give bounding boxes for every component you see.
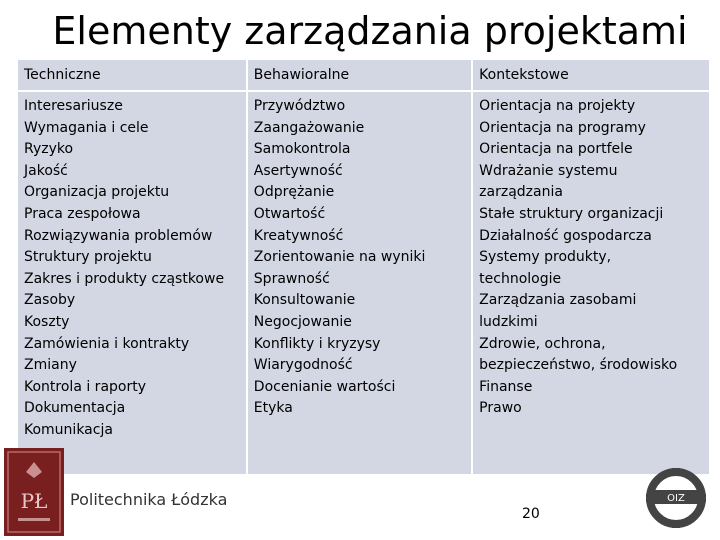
table-cell-item: Systemy produkty, xyxy=(479,249,612,266)
table-cell-item: Etyka xyxy=(253,400,293,417)
column-technical xyxy=(18,92,246,474)
table-cell-item: Wymagania i cele xyxy=(24,119,149,136)
table-cell-item: ludzkimi xyxy=(479,313,538,330)
header-behavioral: Behawioralne xyxy=(246,60,471,92)
table-cell-item: Docenianie wartości xyxy=(253,378,396,395)
table-cell-item: Zamówienia i kontrakty xyxy=(24,335,190,352)
table-cell-item: bezpieczeństwo, środowisko xyxy=(479,357,678,374)
slide-title: Elementy zarządzania projektami xyxy=(52,9,688,53)
table-cell-item: Komunikacja xyxy=(24,421,113,438)
table-cell-item: Stałe struktury organizacji xyxy=(479,205,664,222)
table-cell-item: Wdrażanie systemu xyxy=(479,162,618,179)
table-body-row xyxy=(18,92,709,474)
table-cell-item: Asertywność xyxy=(253,162,343,179)
table-cell-item: Ryzyko xyxy=(24,141,74,158)
table-cell-item: Przywództwo xyxy=(253,98,346,114)
table-cell-item: Orientacja na portfele xyxy=(479,141,633,158)
table-cell-item: technologie xyxy=(479,270,562,287)
table-cell-item: Negocjowanie xyxy=(253,313,352,330)
column-behavioral xyxy=(246,92,471,474)
table-cell-item: Rozwiązywania problemów xyxy=(24,227,213,244)
table-cell-item: Orientacja na programy xyxy=(479,119,646,136)
table-cell-item: Zmiany xyxy=(24,357,77,374)
table-cell-item: Dokumentacja xyxy=(24,400,126,417)
column-contextual xyxy=(471,92,709,474)
table-cell-item: Finanse xyxy=(479,378,533,395)
table-cell-item: Koszty xyxy=(24,313,70,330)
table-header-row xyxy=(18,60,709,92)
header-contextual: Kontekstowe xyxy=(471,60,709,92)
university-name: Politechnika Łódzka xyxy=(70,490,228,509)
page-number: 20 xyxy=(522,506,540,522)
table-cell-item: Organizacja projektu xyxy=(24,184,170,201)
table-cell-item: Zakres i produkty cząstkowe xyxy=(24,270,225,287)
table-cell-item: Działalność gospodarcza xyxy=(479,227,652,244)
table-cell-item: zarządzania xyxy=(479,184,563,201)
table-cell-item: Prawo xyxy=(479,400,522,417)
table-cell-item: Sprawność xyxy=(253,270,330,287)
table-cell-item: Konflikty i kryzysy xyxy=(253,335,381,352)
table-cell-item: Zasoby xyxy=(24,292,76,309)
oiz-logo-icon xyxy=(636,466,716,530)
table-cell-item: Zarządzania zasobami xyxy=(479,292,637,309)
header-technical: Techniczne xyxy=(18,60,246,92)
elements-table xyxy=(18,60,709,474)
table-cell-item: Kontrola i raporty xyxy=(24,378,147,395)
table-cell-item: Interesariusze xyxy=(24,98,123,114)
table-cell-item: Zorientowanie na wyniki xyxy=(253,249,426,266)
university-logo-icon xyxy=(4,448,64,536)
table-cell-item: Konsultowanie xyxy=(253,292,356,309)
table-cell-item: Praca zespołowa xyxy=(24,205,141,222)
table-cell-item: Samokontrola xyxy=(253,141,351,158)
table-cell-item: Zaangażowanie xyxy=(253,119,365,136)
table-cell-item: Zdrowie, ochrona, xyxy=(479,335,606,352)
table-cell-item: Wiarygodność xyxy=(253,357,353,374)
table-cell-item: Struktury projektu xyxy=(24,249,152,266)
table-cell-item: Jakość xyxy=(24,162,68,179)
table-cell-item: Orientacja na projekty xyxy=(479,98,636,114)
logo-left-letters: PŁ xyxy=(20,489,48,513)
table-cell-item: Otwartość xyxy=(253,205,326,222)
table-cell-item: Odprężanie xyxy=(253,184,335,201)
table-cell-item: Kreatywność xyxy=(253,227,344,244)
logo-right-text: OIZ xyxy=(667,493,685,504)
